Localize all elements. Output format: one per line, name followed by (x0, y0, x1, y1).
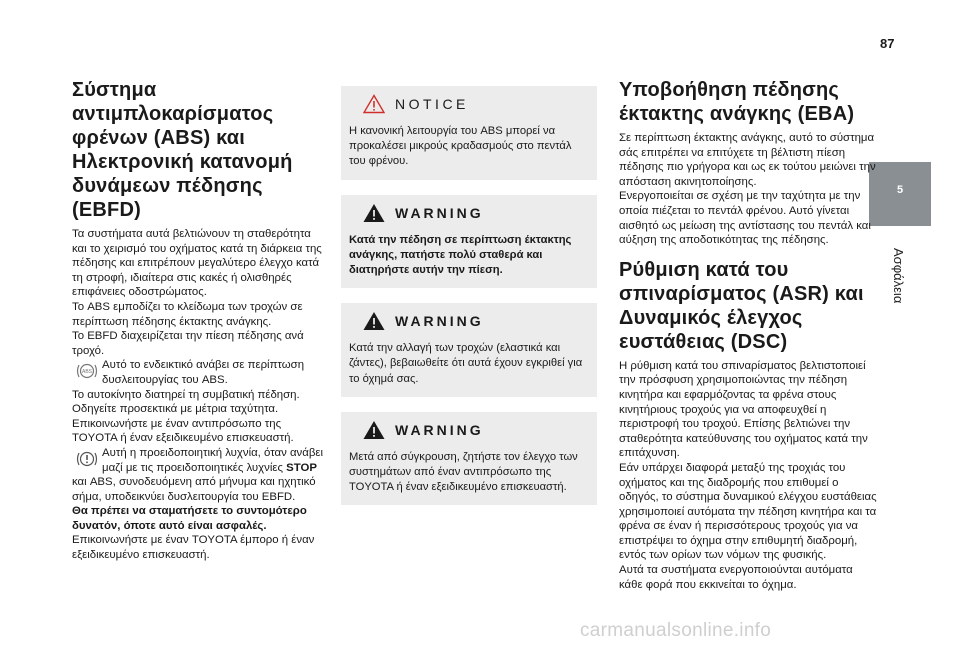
paragraph: Επικοινωνήστε με έναν TOYOTA έμπορο ή έναν εξειδικευμένο επισκευαστή. (72, 534, 315, 562)
paragraph: Ενεργοποιείται σε σχέση με την ταχύτητα με την οποία πιέζεται το πεντάλ φρένου. Αυτό γίνεται αισθητό ως μείωση της αντίστασης του πεντάλ και αύξηση της αποδοτικότητας της πέδησης. (619, 190, 871, 247)
abs-icon-text: ABS (81, 369, 93, 376)
paragraph: Το αυτοκίνητο διατηρεί τη συμβατική πέδηση. Οδηγείτε προσεκτικά με μέτρια ταχύτητα. (72, 388, 300, 416)
notice-text: Η κανονική λειτουργία του ABS μπορεί να προκαλέσει μικρούς κραδασμούς στο πεντάλ του φρένου. (349, 125, 572, 168)
section-heading-asr: Ρύθμιση κατά του σπιναρίσματος (ASR) και Δυναμικός έλεγχος ευστάθειας (DSC) (619, 258, 864, 353)
paragraph: Το EBFD διαχειρίζεται την πίεση πέδησης ανά τροχό. (72, 330, 304, 357)
warning-title: WARNING (395, 313, 484, 330)
warning-box (341, 412, 597, 506)
page-number: 87 (880, 36, 895, 51)
paragraph: και ABS, συνοδευόμενη από μήνυμα και ηχητικό σήμα, υποδεικνύει δυσλειτουργία του EBFD. (72, 476, 316, 503)
ebfd-warning-row (72, 446, 326, 475)
notice-title: NOTICE (395, 96, 469, 112)
section-heading-abs: Σύστημα αντιμπλοκαρίσματος φρένων (ABS) και Ηλεκτρονική κατανομή δυνάμεων πέδησης (EBFD) (72, 79, 293, 221)
warning-triangle-icon (363, 203, 385, 223)
paragraph-bold: Θα πρέπει να σταματήσετε το συντομότερο δυνατόν, όποτε αυτό είναι ασφαλές. (72, 505, 307, 532)
paragraph: Το ABS εμποδίζει το κλείδωμα των τροχών σε περίπτωση πέδησης έκτακτης ανάγκης. (72, 300, 303, 328)
warning-triangle-icon (363, 420, 385, 440)
column-eba-asr (619, 78, 877, 592)
paragraph: Επικοινωνήστε με έναν αντιπρόσωπο της TOYOTA ή έναν εξειδικευμένο επισκευαστή. (72, 417, 294, 445)
chapter-label: Ασφάλεια (891, 248, 906, 304)
warning-text: Κατά την αλλαγή των τροχών (ελαστικά και ζάντες), βεβαιωθείτε ότι αυτά έχουν εγκριθεί για το όχημά σας. (349, 342, 583, 385)
notice-box (341, 86, 597, 180)
paragraph: Αυτό το ενδεικτικό ανάβει σε περίπτωση δυσλειτουργίας του ABS. (102, 359, 305, 386)
warning-box (341, 303, 597, 397)
paragraph: Εάν υπάρχει διαφορά μεταξύ της τροχιάς του οχήματος και της διαδρομής που επιθυμεί ο οδηγός, το σύστημα δυναμικού ελέγχου ευστάθειας χρησιμοποιεί αυτόματα την πέδηση κινητήρα και τα φρένα σε έναν ή περισσότερους τροχούς για να επιστρέψει το όχημα στην επιθυμητή διαδρομή, εντός των ορίων των νόμων της φυσικής. (619, 461, 877, 562)
paragraph: Η ρύθμιση κατά του σπιναρίσματος βελτιστοποιεί την πρόσφυση χρησιμοποιώντας την πέδηση κινητήρα και εφαρμόζοντας τα φρένα στους κινητήριους τροχούς για να αποφευχθεί η περιστροφή του τροχού. Επίσης βελτιώνει την σταθερότητα κατεύθυνσης του οχήματος κατά την επιτάχυνση. (619, 359, 868, 460)
warning-text: Μετά από σύγκρουση, ζητήστε τον έλεγχο των συστημάτων από έναν αντιπρόσωπο της TOYOTA ή έναν εξειδικευμένο επισκευαστή. (349, 450, 578, 494)
warning-title: WARNING (395, 204, 484, 221)
warning-title: WARNING (395, 421, 484, 438)
watermark: carmanualsonline.info (580, 620, 772, 641)
abs-warning-lamp-icon (75, 362, 99, 380)
section-heading-eba: Υποβοήθηση πέδησης έκτακτης ανάγκης (EBA) (619, 79, 855, 125)
warning-box (341, 195, 597, 289)
chapter-number: 5 (896, 184, 904, 196)
paragraph: Αυτά τα συστήματα ενεργοποιούνται αυτόματα κάθε φορά που εκκινείται το όχημα. (619, 564, 853, 591)
column-abs-ebfd (72, 78, 326, 563)
brake-warning-lamp-icon (75, 450, 99, 468)
notice-triangle-icon (363, 94, 385, 114)
stop-label: STOP (286, 461, 317, 474)
paragraph: Αυτή η προειδοποιητική λυχνία, όταν ανάβει μαζί με τις προειδοποιητικές λυχνίες (102, 446, 323, 474)
warning-triangle-icon (363, 311, 385, 331)
column-notices (341, 86, 597, 520)
paragraph: Σε περίπτωση έκτακτης ανάγκης, αυτό το σύστημα σάς επιτρέπει να επιτύχετε τη βέλτιστη πίεση πέδησης πιο γρήγορα και ως εκ τούτου μειώνει την απόσταση ακινητοποίησης. (619, 132, 876, 188)
warning-text: Κατά την πέδηση σε περίπτωση έκτακτης ανάγκης, πατήστε πολύ σταθερά και διατηρήστε αυτήν την πίεση. (349, 233, 572, 277)
paragraph: Τα συστήματα αυτά βελτιώνουν τη σταθερότητα και το χειρισμό του οχήματος κατά τη διάρκεια της πέδησης και επιτρέπουν μεγαλύτερο έλεγχο κατά τη στροφή, ιδιαίτερα στις κακές ή ολισθηρές επιφάνειες οδοστρώματος. (72, 228, 322, 299)
abs-warning-row (72, 358, 326, 387)
chapter-tab[interactable] (869, 162, 931, 226)
